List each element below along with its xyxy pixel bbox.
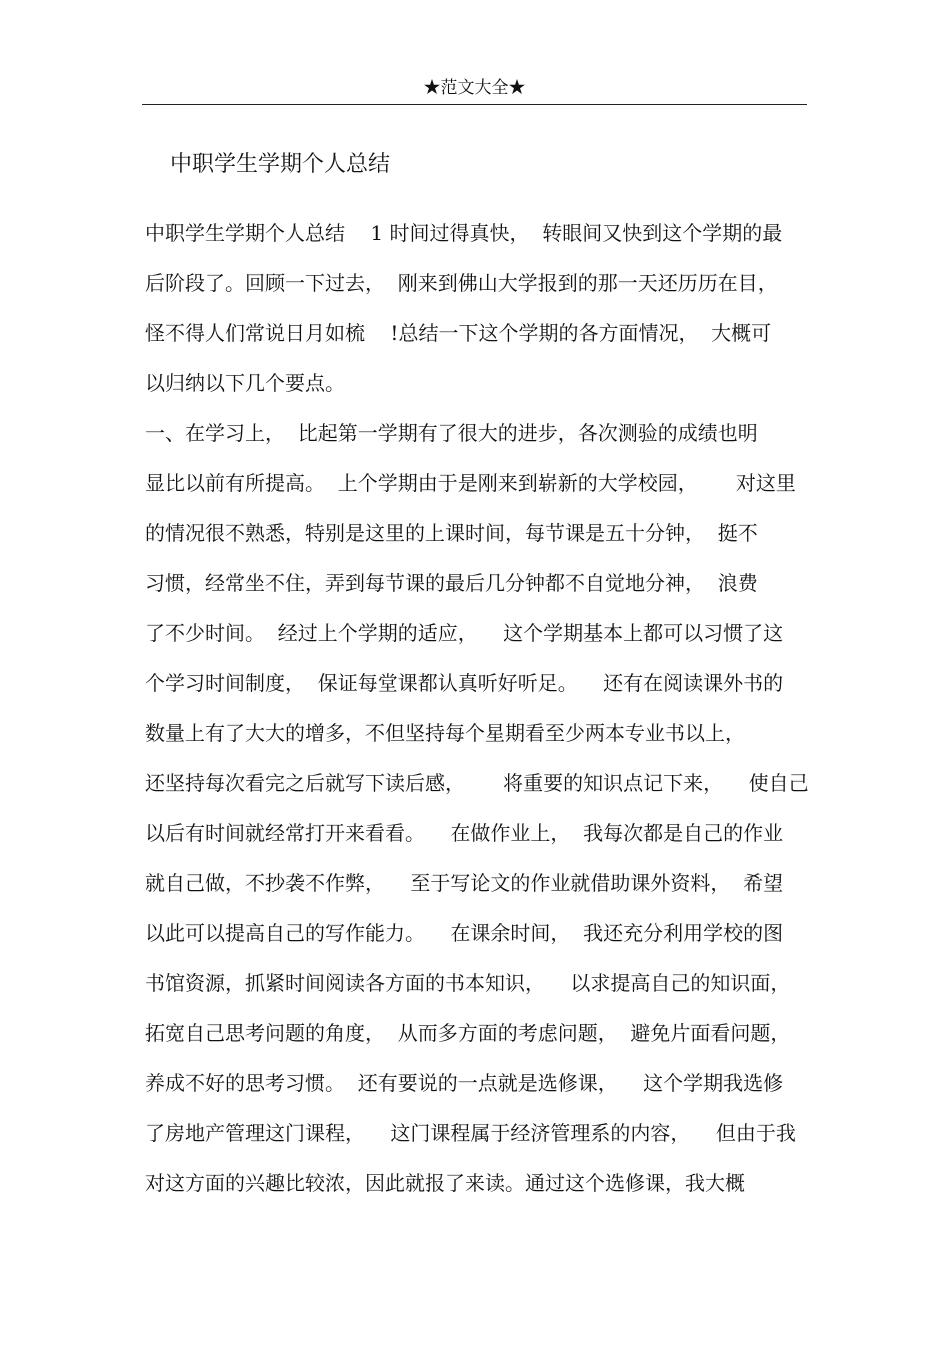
body-line: 以归纳以下几个要点。 — [145, 371, 345, 395]
document-title: 中职学生学期个人总结 — [170, 152, 391, 177]
body-line: 一、在学习上， 比起第一学期有了很大的进步，各次测验的成绩也明 — [145, 421, 758, 445]
page-header — [142, 76, 807, 105]
body-line: 对这方面的兴趣比较浓，因此就报了来读。通过这个选修课，我大概 — [145, 1171, 745, 1195]
body-line: 后阶段了。回顾一下过去， 刚来到佛山大学报到的那一天还历历在目， — [145, 271, 778, 295]
body-line: 数量上有了大大的增多，不但坚持每个星期看至少两本专业书以上， — [145, 721, 745, 745]
body-line: 以此可以提高自己的写作能力。 在课余时间， 我还充分利用学校的图 — [145, 921, 784, 945]
body-line: 怪不得人们常说日月如梳 !总结一下这个学期的各方面情况， 大概可 — [145, 321, 772, 345]
body-line: 习惯，经常坐不住，弄到每节课的最后几分钟都不自觉地分神， 浪费 — [145, 571, 758, 595]
body-line: 还坚持每次看完之后就写下读后感， 将重要的知识点记下来， 使自己 — [145, 771, 809, 795]
body-line: 显比以前有所提高。 上个学期由于是刚来到崭新的大学校园， 对这里 — [145, 471, 796, 495]
body-line: 书馆资源，抓紧时间阅读各方面的书本知识， 以求提高自己的知识面， — [145, 971, 791, 995]
body-line: 了房地产管理这门课程， 这门课程属于经济管理系的内容， 但由于我 — [145, 1121, 796, 1145]
body-line: 拓宽自己思考问题的角度， 从而多方面的考虑问题， 避免片面看问题， — [145, 1021, 791, 1045]
body-line: 个学习时间制度， 保证每堂课都认真听好听足。 还有在阅读课外书的 — [145, 671, 784, 695]
body-line: 以后有时间就经常打开来看看。 在做作业上， 我每次都是自己的作业 — [145, 821, 784, 845]
body-line: 养成不好的思考习惯。 还有要说的一点就是选修课， 这个学期我选修 — [145, 1071, 784, 1095]
body-line: 了不少时间。 经过上个学期的适应， 这个学期基本上都可以习惯了这 — [145, 621, 784, 645]
body-line: 就自己做，不抄袭不作弊， 至于写论文的作业就借助课外资料， 希望 — [145, 871, 784, 895]
body-line: 中职学生学期个人总结 1 时间过得真快， 转眼间又快到这个学期的最 — [145, 221, 783, 245]
document-body — [145, 215, 810, 1215]
body-line: 的情况很不熟悉，特别是这里的上课时间，每节课是五十分钟， 挺不 — [145, 521, 758, 545]
header-text: ★范文大全★ — [423, 78, 526, 98]
